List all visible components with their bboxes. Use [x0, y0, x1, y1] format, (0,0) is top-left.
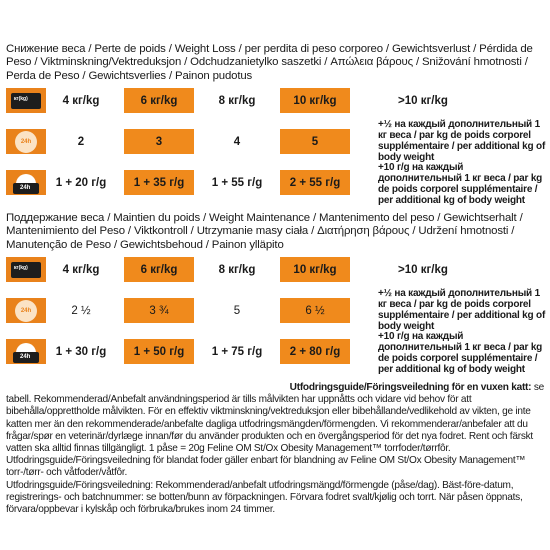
amount-cell: 3 ¾ — [124, 298, 194, 323]
h24-label: 24h — [20, 353, 31, 360]
cat-scale-icon-cell — [6, 88, 46, 113]
feeding-guide-text — [6, 382, 544, 516]
amount-cell: 1 + 55 г/g — [211, 176, 263, 189]
weight-cell-over: >10 кг/kg — [398, 94, 448, 107]
h24-label: 24h — [20, 184, 31, 191]
maintenance-weights-row — [6, 257, 544, 282]
bowl-24h-icon — [13, 172, 39, 194]
amount-cell: 2 — [77, 135, 85, 148]
feeding-guide-title-line — [6, 382, 544, 394]
weight-cell: 4 кг/kg — [62, 263, 100, 276]
pouch-note: +½ на каждый дополнительный 1 кг веса / par kg de poids corporel supplémentaire / per additional kg of body weight — [378, 288, 546, 332]
mixed-note: +10 г/g на каждый дополнительный 1 кг веса / par kg de poids corporel supplémentaire / per additional kg of body weight — [378, 331, 543, 375]
cat-scale-icon — [11, 262, 41, 278]
mixed-icon-cell — [6, 339, 46, 364]
amount-cell: 1 + 50 г/g — [124, 339, 194, 364]
cat-scale-icon — [11, 93, 41, 109]
kg-label: кг(kg) — [14, 95, 28, 102]
amount-cell: 1 + 30 г/g — [55, 345, 107, 358]
feeding-guide-title-suffix: se — [531, 382, 544, 393]
weight-loss-weights-row — [6, 88, 544, 113]
amount-cell: 3 — [124, 129, 194, 154]
feeding-guide-title: Utfodringsguide/Föringsveiledning för en vuxen katt: — [289, 382, 532, 393]
mixed-icon-cell — [6, 170, 46, 195]
h24-label: 24h — [20, 307, 32, 314]
h24-label: 24h — [20, 138, 32, 145]
amount-cell: 2 ½ — [71, 304, 91, 317]
pouch-24h-icon — [15, 300, 37, 322]
amount-cell: 1 + 20 г/g — [55, 176, 107, 189]
pouch-icon-cell — [6, 298, 46, 323]
weight-cell: 10 кг/kg — [280, 88, 350, 113]
amount-cell: 2 + 80 г/g — [280, 339, 350, 364]
amount-cell: 6 ½ — [280, 298, 350, 323]
amount-cell: 5 — [280, 129, 350, 154]
weight-cell: 6 кг/kg — [124, 88, 194, 113]
cat-scale-icon-cell — [6, 257, 46, 282]
weight-cell: 4 кг/kg — [62, 94, 100, 107]
weight-maintenance-heading: Поддержание веса / Maintien du poids / Weight Maintenance / Mantenimento del peso / Gewichtserhalt / Mantenimiento del Peso / Viktkontroll / Utrzymanie masy ciała / Διατήρηση βάρους / Udržení hmotnosti / Manutenção de Peso / Gewichtsbehoud / Painon ylläpito — [6, 212, 523, 251]
bowl-24h-icon — [13, 341, 39, 363]
pouch-note: +½ на каждый дополнительный 1 кг веса / par kg de poids corporel supplémentaire / per additional kg of body weight — [378, 119, 546, 163]
amount-cell: 1 + 35 г/g — [124, 170, 194, 195]
weight-cell: 8 кг/kg — [218, 263, 256, 276]
weight-cell-over: >10 кг/kg — [398, 263, 448, 276]
weight-loss-heading: Снижение веса / Perte de poids / Weight Loss / per perdita di peso corporeo / Gewichtsverlust / Pérdida de Peso / Viktminskning/Vektreduksjon / Odchudzanietylko saszetki / Απώλεια βάρους / Snižování hmotnosti / Perda de Peso / Gewichtsverlies / Painon pudotus — [6, 43, 533, 82]
pouch-24h-icon — [15, 131, 37, 153]
weight-cell: 8 кг/kg — [218, 94, 256, 107]
amount-cell: 5 — [233, 304, 241, 317]
kg-label: кг(kg) — [14, 264, 28, 271]
mixed-note: +10 г/g на каждый дополнительный 1 кг веса / par kg de poids corporel supplémentaire / per additional kg of body weight — [378, 162, 543, 206]
amount-cell: 4 — [233, 135, 241, 148]
weight-cell: 6 кг/kg — [124, 257, 194, 282]
pouch-icon-cell — [6, 129, 46, 154]
weight-cell: 10 кг/kg — [280, 257, 350, 282]
amount-cell: 1 + 75 г/g — [211, 345, 263, 358]
feeding-guide-body-1: tabell. Rekommenderad/Anbefalt användningsperiod är tills målvikten har uppnåtts och vidare vid behov för att bibehålla/opprettholde målvikten. För en effektiv viktminskning/vektreduksjon eller bibehållande/vedlikehold av vikten, ge inte katten mer än den rekommenderade/anbefalte dagliga utfodringsmängden/förmengden. Vi rekommenderar/anbefaler att du frågar/spør en veterinär/dyrlæge innan/før du använder produkten och en övergångsperiod för det nya fodret. Rent och färskt vatten ska alltid finnas tillgängligt. 1 påse = 20g Feline OM St/Ox Obesity Management™ torrfoder/tørrfôr. Utfodringsguide/Föringsveiledning för blandat foder gäller enbart för blandning av Feline OM St/Ox Obesity Management™ torr-/tørr- och våtfoder/våtfôr. — [6, 394, 533, 479]
feeding-guide-body-2: Utfodringsguide/Föringsveiledning: Rekommenderad/anbefalt utfodringsmängd/förmengde (påse/dag). Bäst-före-datum, registrerings- och batchnummer: se botten/bunn av förpackningen. Förvara fodret svalt/kjølig och torrt. När påsen öppnats, förvara/oppbevar i kylskåp och förbruka/brukes inom 24 timmer. — [6, 479, 523, 516]
amount-cell: 2 + 55 г/g — [280, 170, 350, 195]
